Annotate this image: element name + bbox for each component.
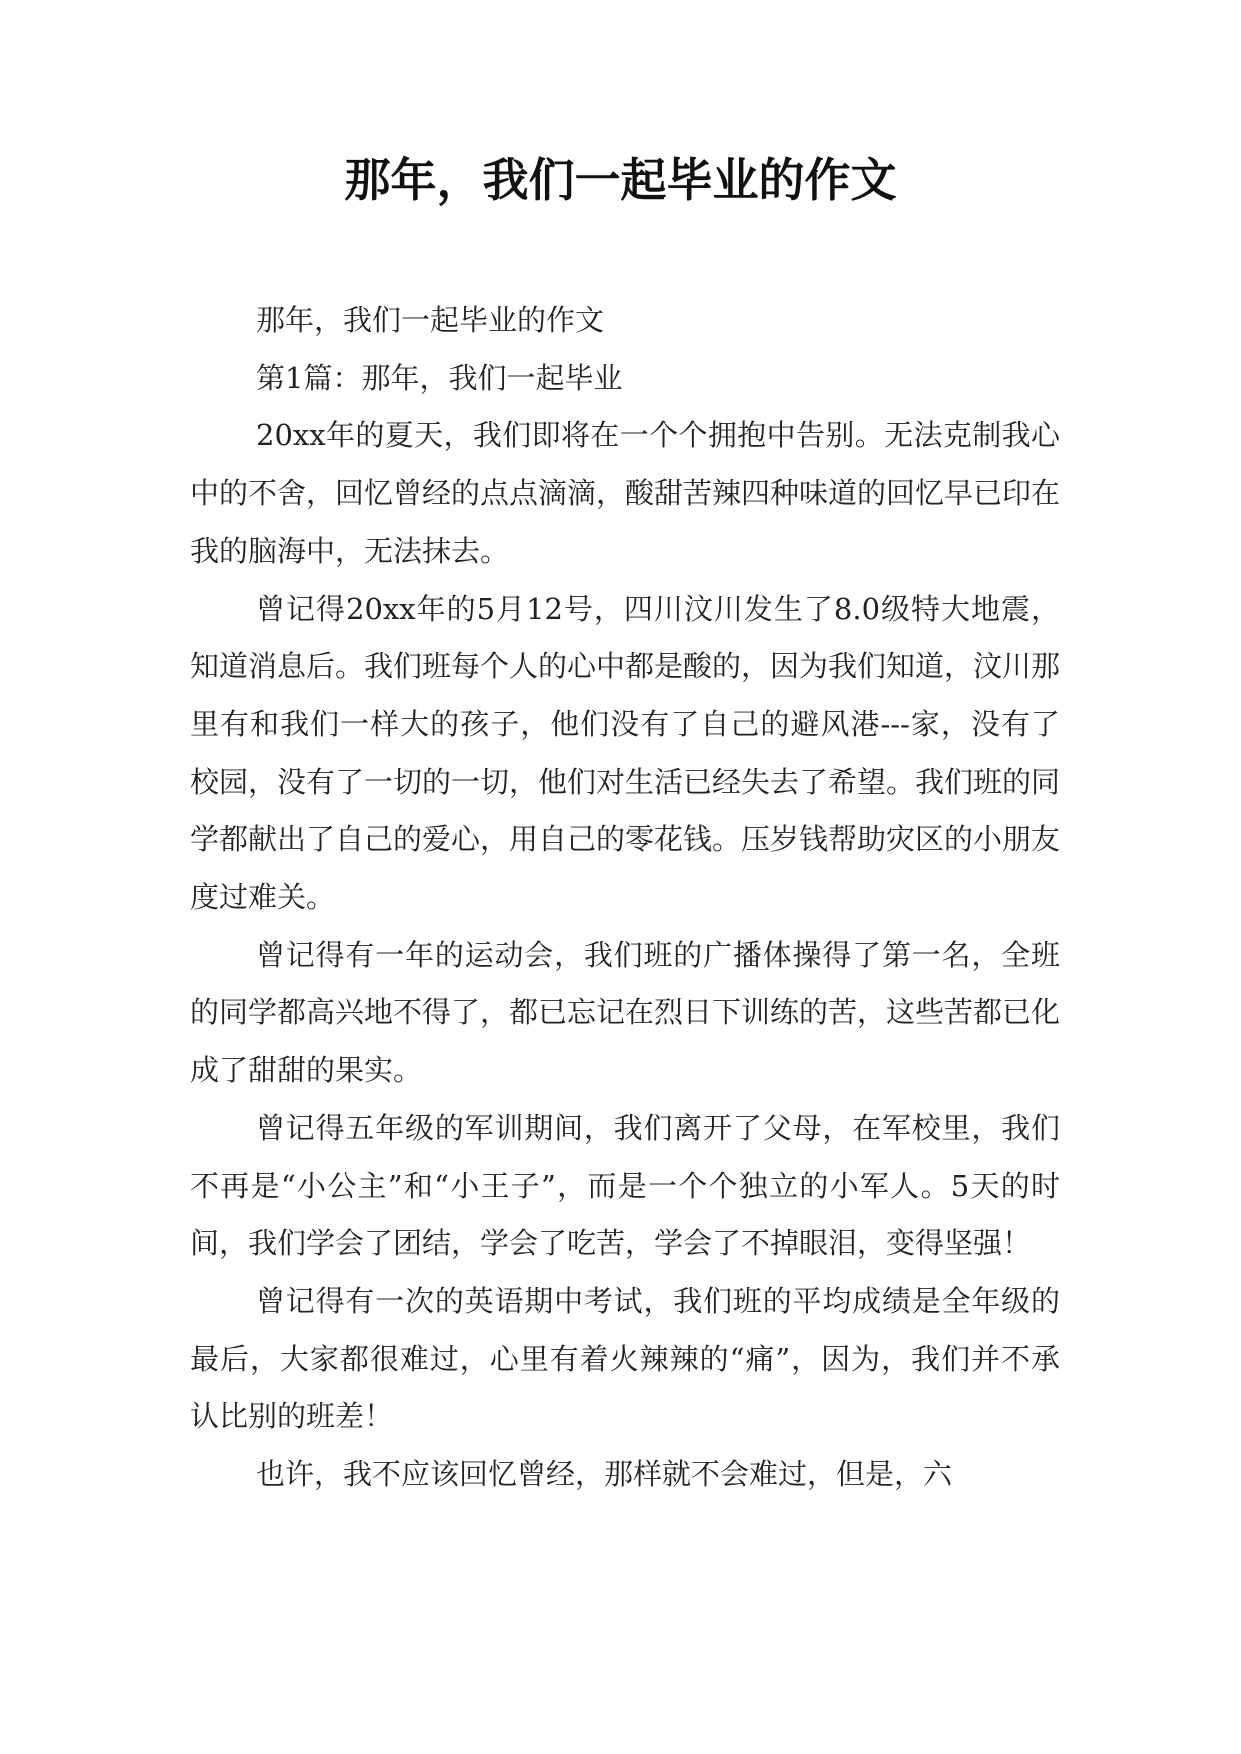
paragraph: 曾记得有一年的运动会，我们班的广播体操得了第一名，全班的同学都高兴地不得了，都已忘记在烈日下训练的苦，这些苦都已化成了甜甜的果实。 (190, 937, 1061, 1088)
paragraph: 曾记得五年级的军训期间，我们离开了父母，在军校里，我们不再是“小公主”和“小王子”，而是一个个独立的小军人。5天的时间，我们学会了团结，学会了吃苦，学会了不掉眼泪，变得坚强！ (190, 1110, 1060, 1261)
paragraph-chapter-heading: 第1篇：那年，我们一起毕业 (256, 360, 623, 395)
document-title: 那年，我们一起毕业的作文 (344, 153, 897, 207)
document-body (190, 292, 1060, 1504)
paragraph: 曾记得有一次的英语期中考试，我们班的平均成绩是全年级的最后，大家都很难过，心里有着火辣辣的“痛”，因为，我们并不承认比别的班差！ (190, 1283, 1060, 1434)
paragraph-subtitle: 那年，我们一起毕业的作文 (256, 303, 605, 337)
paragraph: 20xx年的夏天，我们即将在一个个拥抱中告别。无法克制我心中的不舍，回忆曾经的点点滴滴，酸甜苦辣四种味道的回忆早已印在我的脑海中，无法抹去。 (190, 418, 1061, 568)
paragraph: 也许，我不应该回忆曾经，那样就不会难过，但是，六 (256, 1457, 953, 1492)
paragraph: 曾记得20xx年的5月12号，四川汶川发生了8.0级特大地震，知道消息后。我们班每个人的心中都是酸的，因为我们知道，汶川那里有和我们一样大的孩子，他们没有了自己的避风港---家，没有了校园，没有了一切的一切，他们对生活已经失去了希望。我们班的同学都献出了自己的爱心，用自己的零花钱。压岁钱帮助灾区的小朋友度过难关。 (190, 591, 1061, 915)
